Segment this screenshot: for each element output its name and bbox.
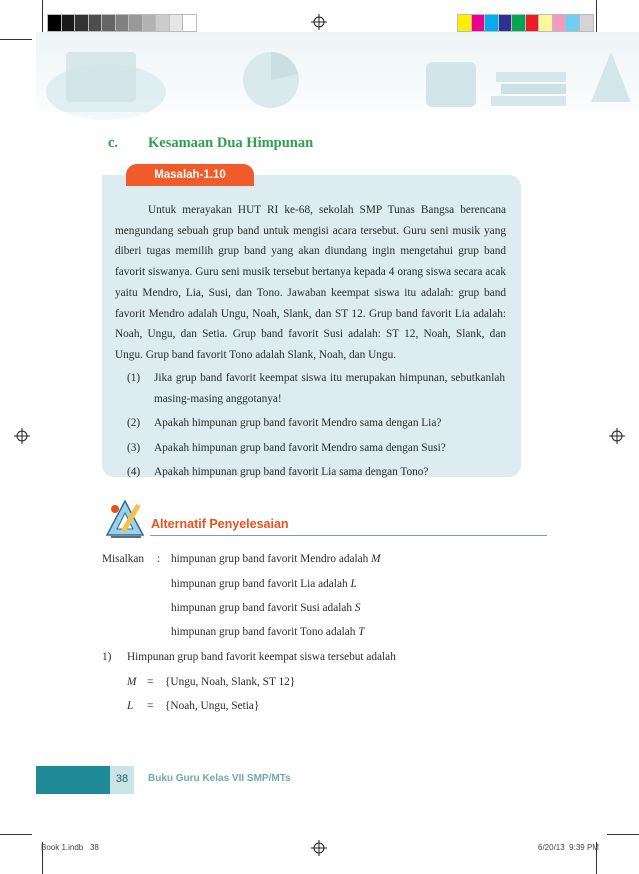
question-item xyxy=(127,368,505,409)
question-text: Apakah himpunan grup band favorit Mendro sama dengan Lia? xyxy=(154,417,442,429)
definition-line xyxy=(171,551,381,567)
book-title: Buku Guru Kelas VII SMP/MTs xyxy=(148,773,291,784)
question-number: (1) xyxy=(127,372,141,384)
color-swatch-process xyxy=(579,14,594,32)
slug-time: 9:39 PM xyxy=(569,843,599,852)
set-variable: M xyxy=(127,676,137,688)
registration-mark-top-icon xyxy=(311,14,327,30)
set-variable: T xyxy=(358,626,365,638)
misalkan-label: Misalkan xyxy=(102,553,145,565)
slug-page: 38 xyxy=(89,843,99,852)
definition-text: himpunan grup band favorit Mendro adalah xyxy=(171,553,372,565)
footer-band xyxy=(36,766,110,794)
equals-sign: = xyxy=(147,700,154,712)
section-letter: c. xyxy=(108,135,119,151)
question-item xyxy=(127,413,505,434)
definition-text: himpunan grup band favorit Lia adalah xyxy=(171,578,351,590)
question-item xyxy=(127,462,505,483)
set-variable: M xyxy=(371,553,381,565)
header-illustration-icon xyxy=(36,32,639,122)
set-definition-row xyxy=(127,698,259,714)
step-text: Himpunan grup band favorit keempat siswa tersebut adalah xyxy=(127,651,396,663)
registration-mark-left-icon xyxy=(14,428,30,444)
misalkan-colon: : xyxy=(157,553,161,565)
equals-sign: = xyxy=(147,676,154,688)
definition-line xyxy=(171,600,361,616)
set-members: {Ungu, Noah, Slank, ST 12} xyxy=(165,676,296,688)
slug-timestamp xyxy=(538,843,599,852)
crop-mark-top-left-h xyxy=(0,39,32,40)
set-variable: L xyxy=(127,700,134,712)
step-number: 1) xyxy=(102,651,112,663)
question-list xyxy=(127,368,505,483)
page-number: 38 xyxy=(115,773,129,785)
color-swatch-gray xyxy=(182,14,197,32)
problem-paragraph: Untuk merayakan HUT RI ke-68, sekolah SMP Tunas Bangsa berencana mengundang sebuah grup band untuk mengisi acara tersebut. Guru seni musik yang diberi tugas memilih grup band yang akan diundang ingin mengetahui grup band favorit siswanya. Guru seni musik tersebut bertanya kepada 4 orang siswa secara acak yaitu Mendro, Lia, Susi, dan Tono. Jawaban keempat siswa itu adalah: grup band favorit Mendro adalah Ungu, Noah, Slank, dan ST 12. Grup band favorit Lia adalah: Noah, Ungu, dan Setia. Grup band favorit Susi adalah: ST 12, Noah, Slank, dan Ungu. Grup band favorit Tono adalah Slank, Noah, dan Ungu. xyxy=(115,204,506,361)
crop-mark-top-right-v xyxy=(596,0,597,32)
question-text: Jika grup band favorit keempat siswa itu merupakan himpunan, sebutkanlah masing-masing anggotanya! xyxy=(154,372,505,405)
definition-text: himpunan grup band favorit Susi adalah xyxy=(171,602,355,614)
solution-heading-rule xyxy=(150,535,547,536)
solution-heading: Alternatif Penyelesaian xyxy=(151,517,289,531)
slug-file xyxy=(41,843,99,852)
crop-mark-top-left-v xyxy=(42,0,43,32)
problem-tab-label: Masalah-1.10 xyxy=(126,164,254,186)
section-heading xyxy=(108,135,313,152)
question-text: Apakah himpunan grup band favorit Lia sama dengan Tono? xyxy=(154,466,429,478)
question-number: (3) xyxy=(127,441,141,454)
question-number: (2) xyxy=(127,417,141,429)
set-variable: S xyxy=(354,602,361,614)
question-item xyxy=(127,438,505,459)
registration-mark-bottom-icon xyxy=(311,840,327,856)
set-members: {Noah, Ungu, Setia} xyxy=(165,700,260,712)
definition-line xyxy=(171,624,365,640)
slug-filename: Book 1.indb xyxy=(41,843,84,852)
question-text: Apakah himpunan grup band favorit Mendro sama dengan Susi? xyxy=(154,441,446,454)
crop-mark-bottom-left-h xyxy=(0,834,32,835)
set-definition-row xyxy=(127,674,295,690)
question-number: (4) xyxy=(127,466,141,478)
slug-date: 6/20/13 xyxy=(538,843,565,852)
crop-mark-bottom-right-h xyxy=(607,834,639,835)
registration-mark-right-icon xyxy=(609,428,625,444)
definition-line xyxy=(171,576,357,592)
header-illustration-band xyxy=(36,32,639,122)
definition-text: himpunan grup band favorit Tono adalah xyxy=(171,626,359,638)
section-title-text: Kesamaan Dua Himpunan xyxy=(148,135,314,151)
drafting-tools-icon xyxy=(103,497,149,539)
set-variable: L xyxy=(350,578,357,590)
